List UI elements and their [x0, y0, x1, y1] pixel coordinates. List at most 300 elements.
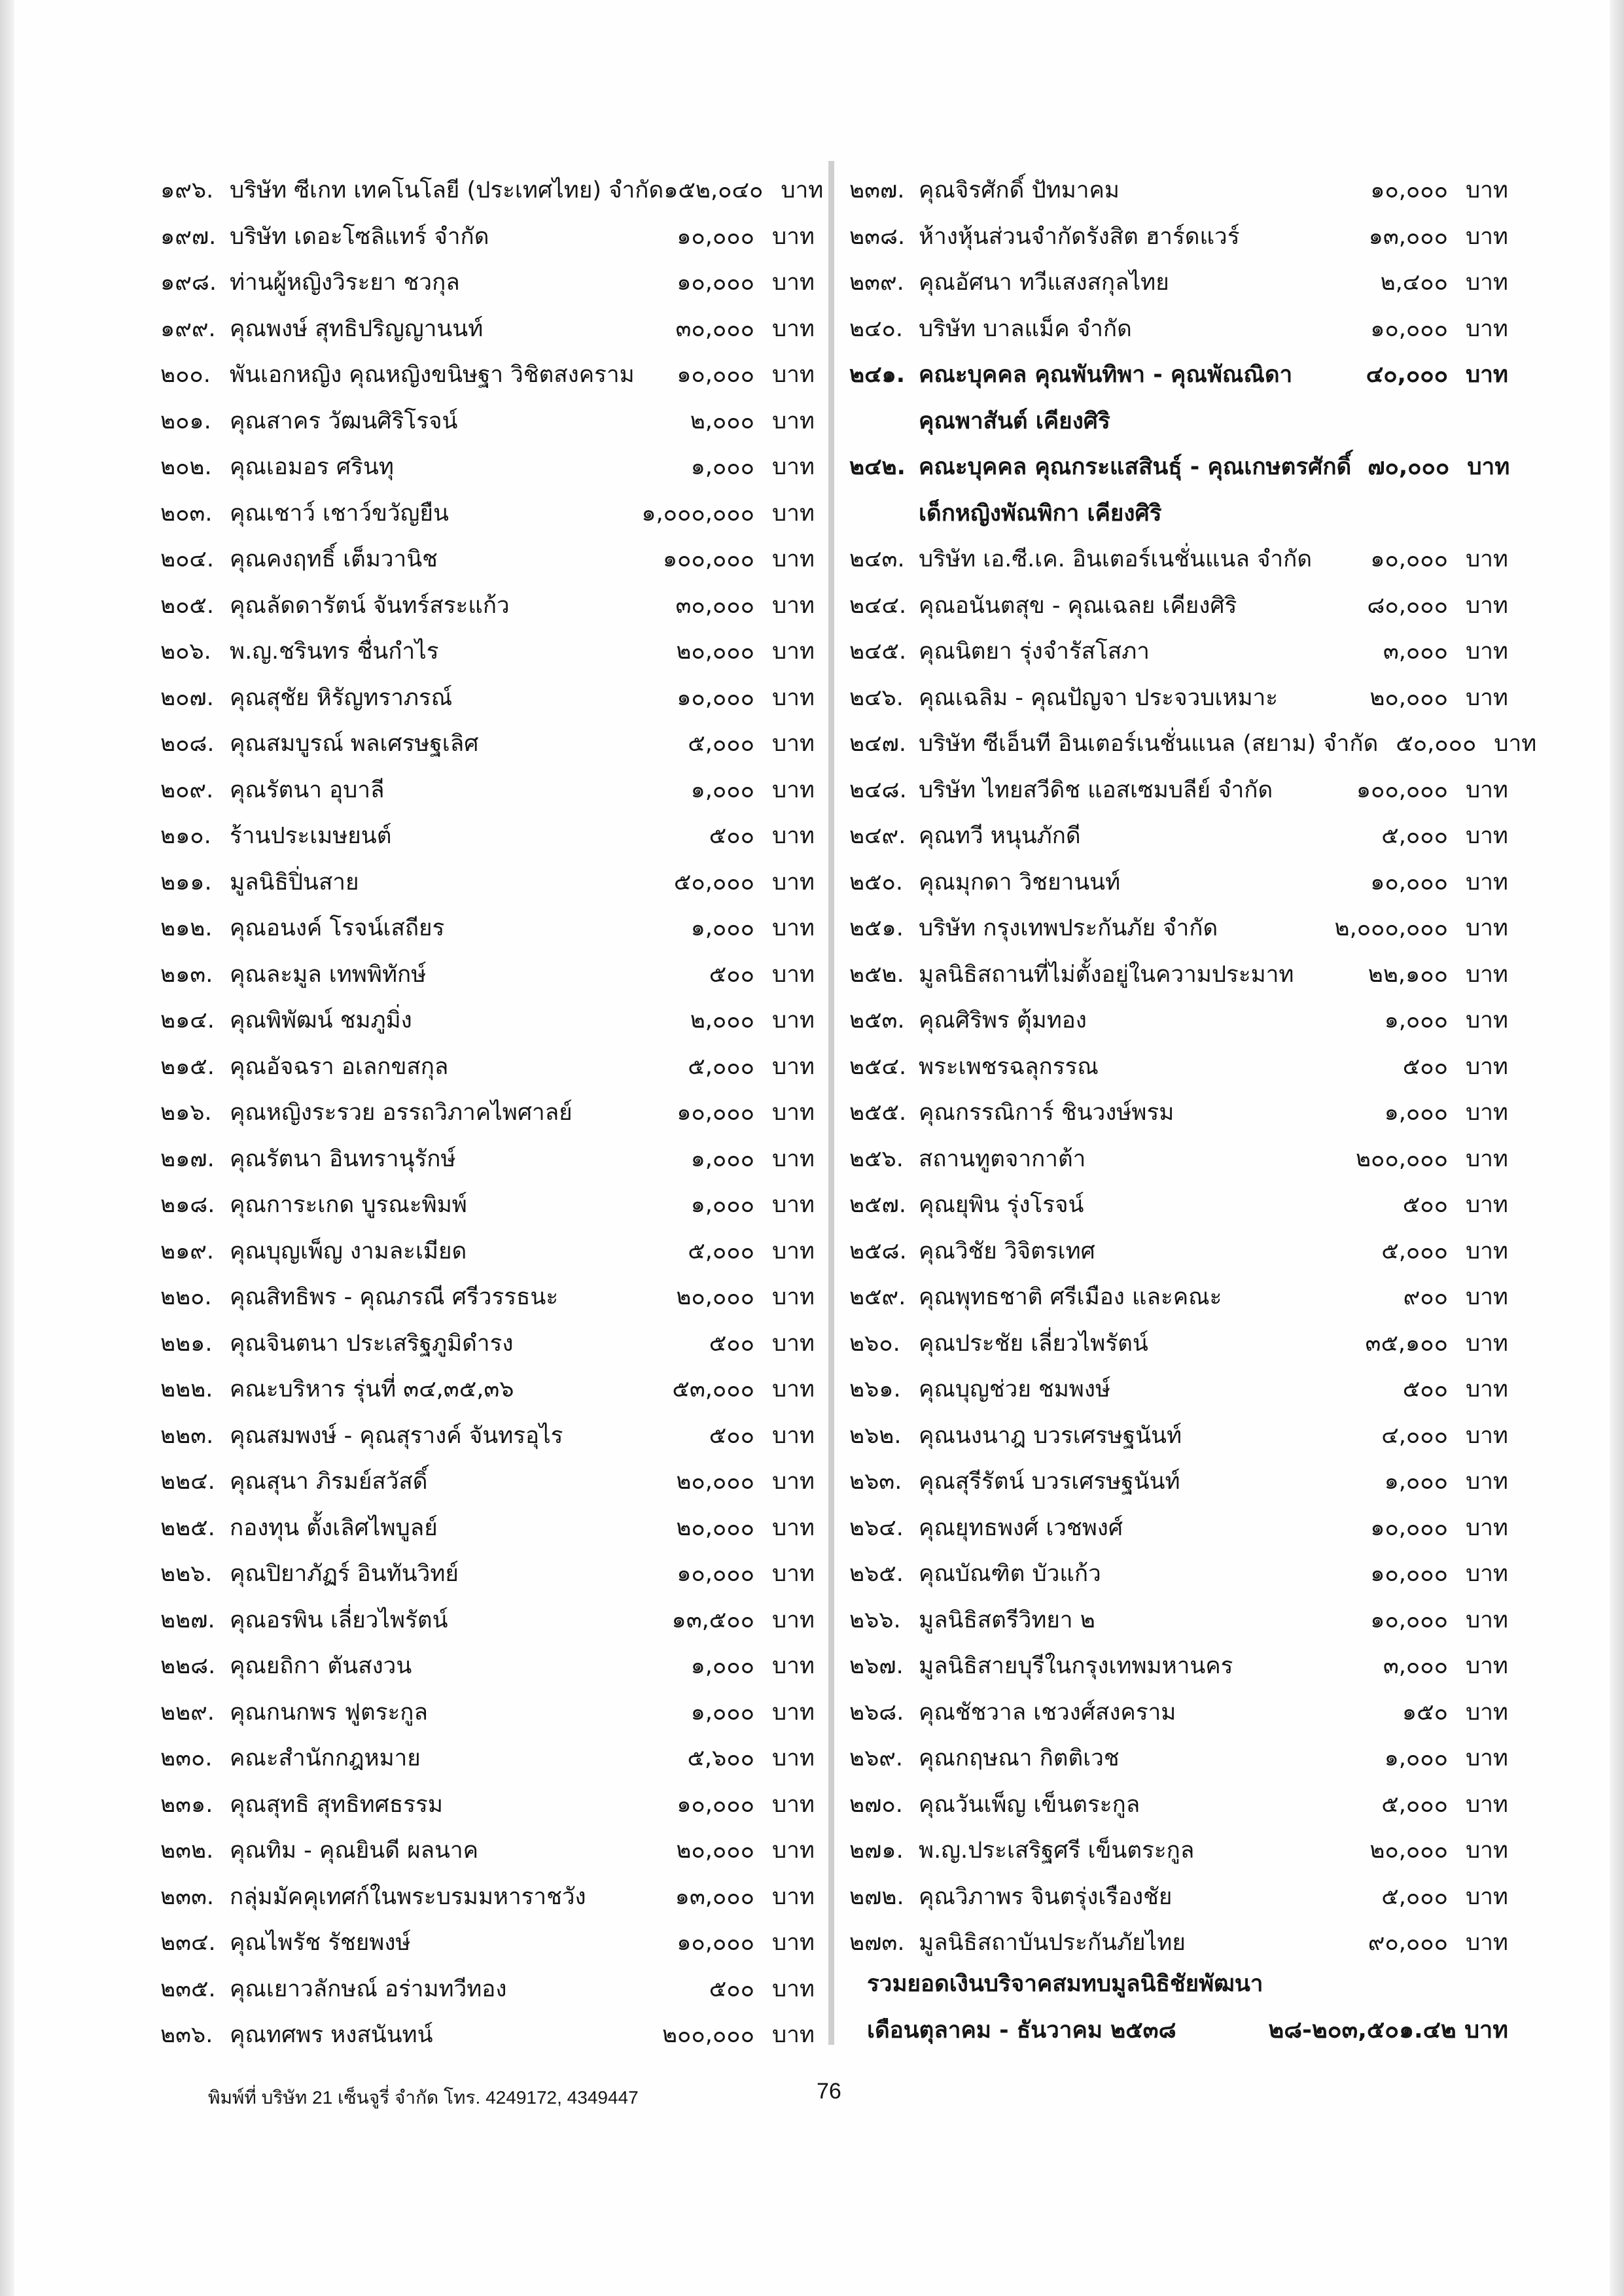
entry-number: ๒๒๔. — [160, 1469, 215, 1495]
entry-number: ๒๐๘. — [160, 731, 215, 757]
donation-amount: ๑,๐๐๐ — [690, 915, 754, 941]
donation-amount: ๑๐,๐๐๐ — [1370, 869, 1448, 896]
entry-number: ๒๓๙. — [849, 270, 904, 296]
entry-number: ๒๕๑. — [849, 915, 904, 941]
donation-amount: ๕,๐๐๐ — [1381, 1883, 1448, 1910]
donor-name: คุณเชาว์ เชาว์ขวัญยืน — [230, 500, 449, 527]
donor-name-block — [919, 352, 1350, 444]
entry-number: ๒๕๒. — [849, 961, 904, 988]
donor-row — [849, 352, 1508, 444]
donor-name-block — [919, 767, 1350, 814]
currency-unit: บาท — [1466, 1883, 1508, 1910]
donor-name: พันเอกหญิง คุณหญิงขนิษฐา วิชิตสงคราม — [230, 362, 635, 388]
currency-unit: บาท — [1467, 454, 1510, 480]
donor-row — [849, 1782, 1508, 1828]
donation-amount: ๕๐๐ — [709, 823, 754, 849]
donor-name: คุณพิพัฒน์ ชมภูมิ่ง — [230, 1007, 412, 1034]
donor-name: คุณชัชวาล เชวงศ์สงคราม — [919, 1699, 1176, 1726]
donor-name: คุณกนกพร ฟูตระกูล — [230, 1699, 428, 1726]
currency-unit: บาท — [1466, 684, 1508, 711]
donation-amount: ๑๐๐,๐๐๐ — [1356, 776, 1448, 803]
donor-name: คุณรัตนา อุบาลี — [230, 776, 385, 803]
donation-amount: ๕๐๐ — [709, 1975, 754, 2002]
currency-unit: บาท — [772, 454, 815, 480]
donor-row — [160, 1228, 815, 1275]
donation-amount: ๑๐,๐๐๐ — [677, 1791, 754, 1818]
donation-amount: ๒,๐๐๐ — [690, 408, 754, 434]
donor-row — [160, 1413, 815, 1459]
donation-amount: ๑,๐๐๐ — [690, 1653, 754, 1679]
entry-number: ๒๖๐. — [849, 1330, 900, 1357]
donor-name-block — [230, 444, 656, 491]
donor-row — [160, 2012, 815, 2059]
donor-row — [849, 1874, 1508, 1921]
currency-unit: บาท — [1466, 1837, 1508, 1864]
donor-name-block — [230, 1920, 656, 1966]
donor-name: คุณอนงค์ โรจน์เสถียร — [230, 915, 445, 941]
donor-row — [160, 491, 815, 537]
currency-unit: บาท — [772, 2022, 815, 2048]
donor-name-block — [230, 1044, 656, 1090]
entry-number: ๒๓๑. — [160, 1791, 213, 1818]
currency-unit: บาท — [1466, 1053, 1508, 1080]
donor-row — [849, 1090, 1508, 1136]
donor-name-block — [230, 1182, 656, 1228]
donation-amount: ๑๐,๐๐๐ — [1370, 315, 1448, 342]
donor-name: บริษัท ซีเกท เทคโนโลยี (ประเทศไทย) จำกัด — [230, 177, 664, 203]
donation-amount: ๕๐,๐๐๐ — [1396, 731, 1477, 757]
currency-unit: บาท — [1466, 223, 1508, 250]
donation-amount: ๓๐,๐๐๐ — [675, 592, 754, 619]
donation-amount: ๑๓,๐๐๐ — [675, 1883, 754, 1910]
donor-name: คุณวันเพ็ญ เข็นตระกูล — [919, 1791, 1140, 1818]
currency-unit: บาท — [1466, 1653, 1508, 1679]
donor-row — [849, 675, 1508, 722]
entry-number: ๒๖๖. — [849, 1607, 901, 1633]
donor-name-block — [919, 1228, 1350, 1275]
donor-name: มูลนิธิสายบุรีในกรุงเทพมหานคร — [919, 1653, 1233, 1679]
donor-name: คุณสุทธิ สุทธิทศธรรม — [230, 1791, 443, 1818]
donor-row — [160, 444, 815, 491]
donor-name-block — [230, 1597, 656, 1644]
summary-period: เดือนตุลาคม - ธันวาคม ๒๕๓๘ — [867, 2017, 1176, 2044]
donation-amount: ๒,๔๐๐ — [1380, 270, 1448, 296]
donor-row — [849, 1044, 1508, 1090]
currency-unit: บาท — [772, 1376, 815, 1402]
entry-number: ๒๗๓. — [849, 1930, 905, 1956]
entry-number: ๒๐๔. — [160, 546, 215, 572]
donor-name-block — [919, 1274, 1350, 1321]
entry-number: ๒๒๓. — [160, 1422, 214, 1449]
donation-amount: ๑,๐๐๐ — [1384, 1745, 1448, 1771]
donor-name: คุณสุนา ภิรมย์สวัสดิ์ — [230, 1469, 428, 1495]
donor-row — [160, 952, 815, 998]
entry-number: ๒๖๑. — [849, 1376, 901, 1402]
donor-row — [160, 998, 815, 1044]
currency-unit: บาท — [1466, 315, 1508, 342]
entry-number: ๑๙๖. — [160, 177, 214, 203]
donor-name-block — [919, 1413, 1350, 1459]
entry-number: ๒๑๖. — [160, 1100, 212, 1126]
donor-name-block — [919, 1321, 1350, 1367]
donor-name-block — [919, 1182, 1350, 1228]
donor-name: คุณจิรศักดิ์ ปัทมาคม — [919, 177, 1120, 203]
donor-name-block — [230, 352, 656, 398]
donor-name-block — [230, 1459, 656, 1505]
entry-number: ๒๒๘. — [160, 1653, 216, 1679]
donation-amount: ๕๐๐ — [1402, 1053, 1448, 1080]
donation-amount: ๔,๐๐๐ — [1381, 1422, 1448, 1449]
donor-name-block — [919, 675, 1350, 722]
currency-unit: บาท — [772, 1007, 815, 1034]
donor-row — [160, 260, 815, 306]
entry-number: ๒๔๕. — [849, 638, 907, 665]
donor-name: คุณอรพิน เลี่ยวไพรัตน์ — [230, 1607, 448, 1633]
currency-unit: บาท — [772, 1238, 815, 1264]
donor-name-block — [919, 583, 1350, 629]
currency-unit: บาท — [772, 1699, 815, 1726]
donor-row — [849, 1459, 1508, 1505]
donation-amount: ๑๐,๐๐๐ — [677, 684, 754, 711]
donor-name-block — [230, 1413, 656, 1459]
donor-name-block — [230, 767, 656, 814]
currency-unit: บาท — [772, 592, 815, 619]
donation-amount: ๒๐,๐๐๐ — [676, 1514, 754, 1541]
donor-name-block — [919, 1044, 1350, 1090]
donor-row — [849, 1735, 1508, 1782]
donation-amount: ๒๐,๐๐๐ — [676, 1469, 754, 1495]
summary-title: รวมยอดเงินบริจาคสมทบมูลนิธิชัยพัฒนา — [867, 1971, 1263, 1997]
donation-amount: ๑๐,๐๐๐ — [1370, 177, 1448, 203]
donor-row — [849, 1413, 1508, 1459]
scan-edge-left — [0, 0, 14, 2296]
donor-row — [160, 1920, 815, 1966]
entry-number: ๑๙๙. — [160, 315, 216, 342]
entry-number: ๒๐๓. — [160, 500, 213, 527]
donor-name: คณะบุคคล คุณพันทิพา - คุณพัณณิดา — [919, 362, 1293, 388]
donor-name-block — [230, 675, 656, 722]
donor-name: คุณรัตนา อินทรานุรักษ์ — [230, 1145, 456, 1172]
currency-unit: บาท — [772, 1653, 815, 1679]
donor-row — [849, 629, 1508, 675]
entry-number: ๒๒๒. — [160, 1376, 213, 1402]
donor-row — [160, 813, 815, 860]
donor-name-block — [230, 905, 656, 952]
donor-name-block — [919, 444, 1351, 536]
donor-name-block — [919, 1735, 1350, 1782]
donor-name: คุณบุญเพ็ญ งามละเมียด — [230, 1238, 467, 1264]
donor-name-block — [230, 491, 641, 537]
donor-name: คุณลัดดารัตน์ จันทร์สระแก้ว — [230, 592, 510, 619]
donor-row — [849, 1551, 1508, 1597]
donor-name-block — [230, 860, 656, 906]
donor-name: มูลนิธิสถานที่ไม่ตั้งอยู่ในความประมาท — [919, 961, 1294, 988]
entry-number: ๒๓๕. — [160, 1975, 216, 2002]
currency-unit: บาท — [1466, 1145, 1508, 1172]
entry-number: ๒๐๙. — [160, 776, 214, 803]
donor-name: คุณจินตนา ประเสริฐภูมิดำรง — [230, 1330, 514, 1357]
donor-name: คุณหญิงระรวย อรรถวิภาคไพศาลย์ — [230, 1100, 573, 1126]
donor-name: คุณอัศนา ทวีแสงสกุลไทย — [919, 270, 1169, 296]
donor-name: คุณละมูล เทพพิทักษ์ — [230, 961, 427, 988]
entry-number: ๒๓๓. — [160, 1883, 215, 1910]
donation-amount: ๗๐,๐๐๐ — [1368, 454, 1450, 480]
entry-number: ๒๔๑. — [849, 362, 906, 388]
donor-name-block — [230, 1228, 656, 1275]
donor-row — [849, 1690, 1508, 1736]
donor-name: บริษัท ไทยสวีดิช แอสเซมบลีย์ จำกัด — [919, 776, 1273, 803]
donation-amount: ๕,๐๐๐ — [1381, 823, 1448, 849]
donor-row — [849, 306, 1508, 353]
donation-amount: ๕๐๐ — [709, 1330, 754, 1357]
donation-summary — [867, 1961, 1508, 2053]
donor-name: คุณบัณฑิต บัวแก้ว — [919, 1561, 1101, 1587]
donor-row — [160, 675, 815, 722]
entry-number: ๒๖๙. — [849, 1745, 904, 1771]
donor-name-block — [230, 1966, 656, 2013]
donor-name: สถานทูตจากาต้า — [919, 1145, 1086, 1172]
donor-name-block — [919, 167, 1350, 214]
currency-unit: บาท — [772, 731, 815, 757]
donor-row — [849, 905, 1508, 952]
summary-total: ๒๘-๒๐๓,๕๐๑.๔๒ บาท — [1268, 2016, 1508, 2044]
donor-row — [849, 167, 1508, 214]
donor-row — [160, 767, 815, 814]
donor-name: ท่านผู้หญิงวิระยา ชวกุล — [230, 270, 460, 296]
donor-name: คุณมุกดา วิชยานนท์ — [919, 869, 1121, 896]
donor-row — [849, 1136, 1508, 1183]
entry-number: ๒๕๔. — [849, 1053, 907, 1080]
donor-row — [849, 214, 1508, 260]
donation-amount: ๒๐,๐๐๐ — [1369, 684, 1448, 711]
donor-name-block — [230, 1321, 656, 1367]
donation-amount: ๑๐,๐๐๐ — [1370, 1607, 1448, 1633]
currency-unit: บาท — [772, 1745, 815, 1771]
entry-number: ๒๖๗. — [849, 1653, 904, 1679]
donation-amount: ๑,๐๐๐ — [1384, 1007, 1448, 1034]
donation-amount: ๑๐,๐๐๐ — [677, 362, 754, 388]
entry-number: ๒๔๓. — [849, 546, 905, 572]
donor-row — [160, 583, 815, 629]
entry-number: ๒๖๓. — [849, 1469, 902, 1495]
entry-number: ๒๐๑. — [160, 408, 211, 434]
donor-name: คุณพงษ์ สุทธิปริญญานนท์ — [230, 315, 484, 342]
currency-unit: บาท — [1466, 1330, 1508, 1357]
currency-unit: บาท — [1466, 1561, 1508, 1587]
donor-row — [160, 721, 815, 767]
entry-number: ๒๔๒. — [849, 454, 906, 480]
donor-name: บริษัท กรุงเทพประกันภัย จำกัด — [919, 915, 1218, 941]
currency-unit: บาท — [772, 315, 815, 342]
donation-amount: ๕๓,๐๐๐ — [672, 1376, 754, 1402]
donation-amount: ๕๐๐ — [709, 961, 754, 988]
donor-row — [849, 444, 1508, 536]
donor-row — [849, 1228, 1508, 1275]
entry-number: ๒๕๐. — [849, 869, 904, 896]
donor-name-block — [919, 1643, 1350, 1690]
currency-unit: บาท — [772, 1145, 815, 1172]
donor-row — [160, 1966, 815, 2013]
donor-name-block — [230, 813, 656, 860]
donor-name-block — [230, 1274, 656, 1321]
currency-unit: บาท — [772, 1100, 815, 1126]
donor-name: คุณนิตยา รุ่งจำรัสโสภา — [919, 638, 1150, 665]
currency-unit: บาท — [772, 684, 815, 711]
donor-row — [160, 1274, 815, 1321]
donor-name: คุณนงนาฎ บวรเศรษฐนันท์ — [919, 1422, 1182, 1449]
currency-unit: บาท — [772, 1975, 815, 2002]
donor-name-block — [230, 1366, 656, 1413]
donor-name: คุณกฤษณา กิตติเวช — [919, 1745, 1120, 1771]
column-divider — [828, 161, 834, 2045]
entry-number: ๒๑๑. — [160, 869, 212, 896]
donor-name: คุณสิทธิพร - คุณภรณี ศรีวรรธนะ — [230, 1284, 559, 1310]
donor-row — [160, 1366, 815, 1413]
donor-name-block — [230, 998, 656, 1044]
donor-row — [849, 1597, 1508, 1644]
donor-row — [160, 1782, 815, 1828]
currency-unit: บาท — [772, 223, 815, 250]
entry-number: ๒๓๐. — [160, 1745, 213, 1771]
donor-name-block — [919, 1782, 1350, 1828]
donor-name: คุณวิชัย วิจิตรเทศ — [919, 1238, 1095, 1264]
currency-unit: บาท — [772, 1053, 815, 1080]
currency-unit: บาท — [772, 362, 815, 388]
entry-number: ๒๓๒. — [160, 1837, 214, 1864]
currency-unit: บาท — [772, 270, 815, 296]
donor-name-block — [230, 1782, 656, 1828]
donation-amount: ๑๐,๐๐๐ — [677, 223, 754, 250]
currency-unit: บาท — [772, 1284, 815, 1310]
donation-amount: ๑๐,๐๐๐ — [1370, 546, 1448, 572]
donor-row — [160, 1044, 815, 1090]
currency-unit: บาท — [1466, 1376, 1508, 1402]
entry-number: ๒๑๔. — [160, 1007, 215, 1034]
donor-name: ร้านประเมษยนต์ — [230, 823, 392, 849]
donor-name: คุณคงฤทธิ์ เต็มวานิช — [230, 546, 438, 572]
donation-amount: ๕๐๐ — [709, 1422, 754, 1449]
donor-row — [849, 1828, 1508, 1874]
donor-name: คณะสำนักกฎหมาย — [230, 1745, 421, 1771]
currency-unit: บาท — [772, 408, 815, 434]
donation-amount: ๓,๐๐๐ — [1383, 638, 1448, 665]
donor-name-block — [919, 905, 1335, 952]
entry-number: ๒๑๘. — [160, 1192, 215, 1218]
donor-name-block — [230, 2012, 656, 2059]
donation-amount: ๒๐๐,๐๐๐ — [1355, 1145, 1448, 1172]
currency-unit: บาท — [1466, 1422, 1508, 1449]
donation-amount: ๕,๖๐๐ — [687, 1745, 754, 1771]
currency-unit: บาท — [772, 1514, 815, 1541]
entry-number: ๒๖๕. — [849, 1561, 904, 1587]
donor-name: คุณสาคร วัฒนศิริโรจน์ — [230, 408, 458, 434]
entry-number: ๒๕๙. — [849, 1284, 906, 1310]
donor-row — [160, 214, 815, 260]
donation-amount: ๕,๐๐๐ — [688, 731, 754, 757]
entry-number: ๒๖๒. — [849, 1422, 902, 1449]
donor-name-block — [230, 1643, 656, 1690]
currency-unit: บาท — [1466, 638, 1508, 665]
currency-unit: บาท — [772, 1469, 815, 1495]
donor-name-block — [919, 1920, 1350, 1966]
currency-unit: บาท — [772, 1607, 815, 1633]
donor-name: พระเพชรฉลุกรรณ — [919, 1053, 1099, 1080]
donation-amount: ๑,๐๐๐ — [1384, 1100, 1448, 1126]
donation-amount: ๕๐,๐๐๐ — [673, 869, 754, 896]
entry-number: ๒๐๖. — [160, 638, 211, 665]
entry-number: ๒๖๔. — [849, 1514, 904, 1541]
donation-amount: ๑๐,๐๐๐ — [677, 270, 754, 296]
donor-row — [849, 1643, 1508, 1690]
donor-name-block — [230, 1828, 656, 1874]
donation-amount: ๑๐,๐๐๐ — [677, 1930, 754, 1956]
donor-row — [160, 1505, 815, 1552]
donor-name-block — [919, 536, 1350, 583]
donor-name: คุณเยาวลักษณ์ อร่ามทวีทอง — [230, 1975, 507, 2002]
donor-row — [849, 813, 1508, 860]
donor-row — [849, 536, 1508, 583]
donor-name: คุณทิม - คุณยินดี ผลนาค — [230, 1837, 479, 1864]
currency-unit: บาท — [1466, 270, 1508, 296]
currency-unit: บาท — [772, 546, 815, 572]
currency-unit: บาท — [772, 1837, 815, 1864]
scan-edge-right — [1610, 0, 1624, 2296]
currency-unit: บาท — [772, 500, 815, 527]
donor-name: คุณเอมอร ศรินทุ — [230, 454, 394, 480]
donor-name-block — [230, 306, 656, 353]
currency-unit: บาท — [1466, 362, 1508, 388]
entry-number: ๒๑๙. — [160, 1238, 215, 1264]
entry-number: ๒๔๘. — [849, 776, 907, 803]
donor-name: คุณเฉลิม - คุณปัญจา ประจวบเหมาะ — [919, 684, 1279, 711]
donor-row — [160, 1090, 815, 1136]
donor-row — [160, 536, 815, 583]
donor-name: คณะบุคคล คุณกระแสสินธุ์ - คุณเกษตรศักดิ์ — [919, 454, 1352, 480]
entry-number: ๒๐๗. — [160, 684, 214, 711]
donor-row — [160, 1459, 815, 1505]
donor-name: คุณบุญช่วย ชมพงษ์ — [919, 1376, 1111, 1402]
donor-name-block — [919, 1551, 1350, 1597]
entry-number: ๒๔๖. — [849, 684, 904, 711]
donation-amount: ๙๐,๐๐๐ — [1368, 1930, 1448, 1956]
donation-amount: ๓๕,๑๐๐ — [1365, 1330, 1448, 1357]
donor-name-block — [919, 813, 1350, 860]
donor-name: คุณปิยาภัฏร์ อินทันวิทย์ — [230, 1561, 459, 1587]
donation-amount: ๒๐,๐๐๐ — [676, 1837, 754, 1864]
donation-amount: ๕๐๐ — [1402, 1192, 1448, 1218]
donor-row — [849, 1920, 1508, 1966]
donor-name-block — [230, 721, 656, 767]
entry-number: ๒๐๐. — [160, 362, 211, 388]
currency-unit: บาท — [1466, 546, 1508, 572]
donor-row — [160, 352, 815, 398]
donation-amount: ๑๐,๐๐๐ — [677, 1100, 754, 1126]
entry-number: ๒๖๘. — [849, 1699, 904, 1726]
entry-number: ๒๕๗. — [849, 1192, 907, 1218]
donation-amount: ๕,๐๐๐ — [1381, 1238, 1448, 1264]
donor-name: พ.ญ.ชรินทร ชื่นกำไร — [230, 638, 439, 665]
donation-amount: ๒๐,๐๐๐ — [676, 1284, 754, 1310]
entry-number: ๒๒๙. — [160, 1699, 215, 1726]
currency-unit: บาท — [1466, 1699, 1508, 1726]
donor-name: คุณสมพงษ์ - คุณสุรางค์ จันทรอุไร — [230, 1422, 563, 1449]
donor-row — [849, 1182, 1508, 1228]
donor-name: คุณการะเกด บูรณะพิมพ์ — [230, 1192, 467, 1218]
donor-list-left — [160, 167, 824, 2059]
donation-amount: ๑,๐๐๐,๐๐๐ — [641, 500, 754, 527]
donor-name-block — [919, 1874, 1350, 1921]
entry-number: ๒๒๗. — [160, 1607, 215, 1633]
